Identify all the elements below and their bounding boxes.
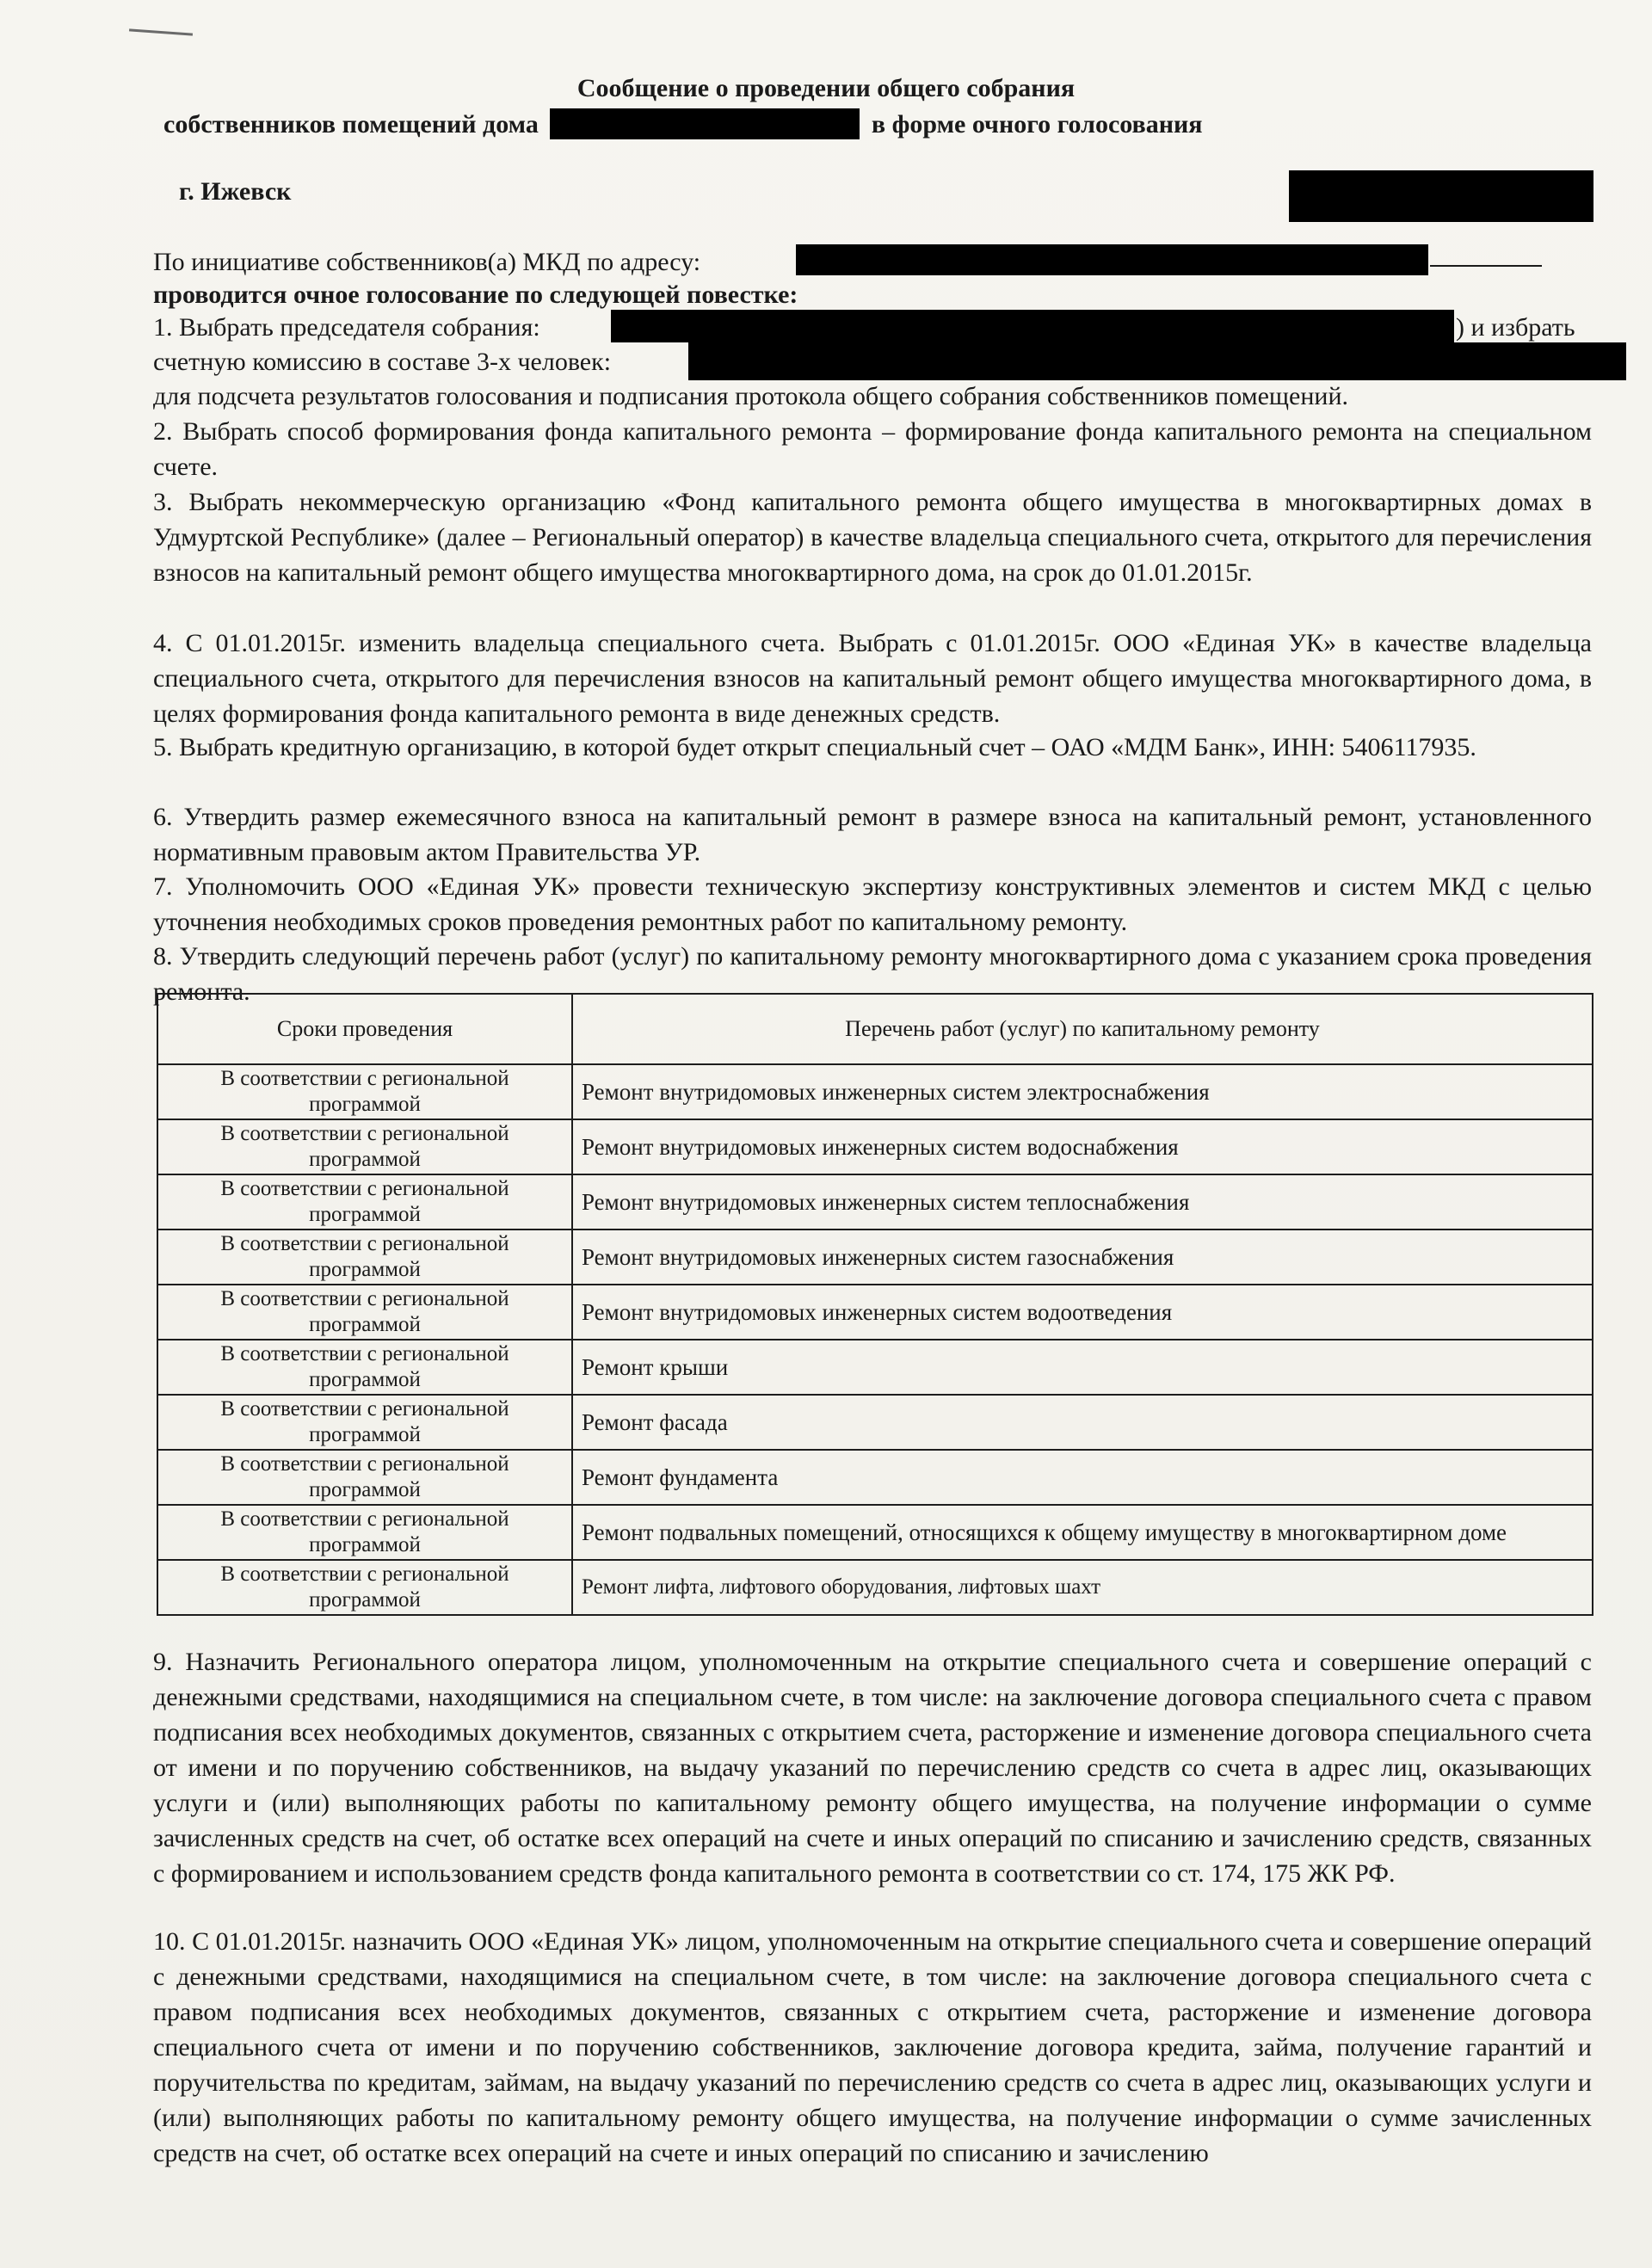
city-label: г. Ижевск (179, 177, 292, 206)
item-9: 9. Назначить Регионального оператора лицом, уполномоченным на открытие специального счета и совершение операций с денежными средствами, находящимися на специальном счете, в том числе: на заключение договора специального счета с правом подписания всех необходимых документов, связанных с открытием счета, расторжение и изменение договора специального счета от имени и по поручению собственников, на выдачу указаний по перечислению средств со счета в адрес лиц, оказывающих услуги и (или) выполняющих работы по капитальному ремонту общего имущества, на получение информации о сумме зачисленных средств на счет, об остатке всех операций на счете и иных операций по списанию и зачислению средств, связанных с формированием и использованием средств фонда капитального ремонта в соответствии со ст. 174, 175 ЖК РФ. (153, 1648, 1592, 1888)
table-row (157, 1119, 1593, 1174)
row-work: Ремонт крыши (572, 1340, 1593, 1395)
row-term: В соответствии с региональной программой (157, 1064, 572, 1119)
row-term: В соответствии с региональной программой (157, 1230, 572, 1285)
item-7: 7. Уполномочить ООО «Единая УК» провести техническую экспертизу конструктивных элементов и систем МКД с целью уточнения необходимых сроков проведения ремонтных работ по капитальному ремонту. (153, 872, 1592, 936)
subtitle-after: в форме очного голосования (871, 110, 1203, 139)
redacted-commission (688, 342, 1626, 380)
redacted-address (550, 108, 860, 139)
works-table (157, 993, 1593, 1616)
table-row (157, 1395, 1593, 1450)
table-row (157, 1450, 1593, 1505)
row-term: В соответствии с региональной программой (157, 1174, 572, 1230)
table-row (157, 1064, 1593, 1119)
scan-mark (129, 28, 193, 35)
row-term: В соответствии с региональной программой (157, 1119, 572, 1174)
initiative-text: По инициативе собственников(а) МКД по адресу: (153, 248, 701, 276)
table-row (157, 1174, 1593, 1230)
item-6: 6. Утвердить размер ежемесячного взноса на капитальный ремонт в размере взноса на капитальный ремонт, установленного нормативным правовым актом Правительства УР. (153, 803, 1592, 866)
table-row (157, 1230, 1593, 1285)
table-row (157, 1505, 1593, 1560)
row-work: Ремонт подвальных помещений, относящихся к общему имуществу в многоквартирном доме (572, 1505, 1593, 1560)
item-8: 8. Утвердить следующий перечень работ (услуг) по капитальному ремонту многоквартирного дома с указанием срока проведения ремонта. (153, 942, 1592, 1006)
table-row (157, 1560, 1593, 1615)
redacted-chair (611, 310, 1454, 342)
initiative-blank (1430, 248, 1542, 277)
row-work: Ремонт фундамента (572, 1450, 1593, 1505)
table-row (157, 1340, 1593, 1395)
table-header-row (157, 994, 1593, 1064)
agenda-heading: проводится очное голосование по следующей повестке: (153, 280, 798, 309)
item-3: 3. Выбрать некоммерческую организацию «Фонд капитального ремонта общего имущества в многоквартирных домах в Удмуртской Республике» (далее – Региональный оператор) в качестве владельца специального счета, открытого для перечисления взносов на капитальный ремонт общего имущества многоквартирного дома, на срок до 01.01.2015г. (153, 488, 1592, 587)
subtitle-before: собственников помещений дома (163, 110, 539, 139)
redacted-date (1289, 170, 1593, 222)
row-work: Ремонт внутридомовых инженерных систем электроснабжения (572, 1064, 1593, 1119)
row-term: В соответствии с региональной программой (157, 1560, 572, 1615)
row-term: В соответствии с региональной программой (157, 1450, 572, 1505)
row-work: Ремонт внутридомовых инженерных систем водоснабжения (572, 1119, 1593, 1174)
page-subtitle (163, 108, 1203, 139)
item-1-chair: 1. Выбрать председателя собрания: (153, 313, 540, 342)
row-term: В соответствии с региональной программой (157, 1285, 572, 1340)
page-title: Сообщение о проведении общего собрания (576, 74, 1076, 102)
item-5: 5. Выбрать кредитную организацию, в которой будет открыт специальный счет – ОАО «МДМ Банк», ИНН: 5406117935. (153, 733, 1476, 761)
item-1-commission: счетную комиссию в составе 3-х человек: (153, 348, 612, 376)
item-1-and-elect: ) и избрать (1456, 313, 1575, 342)
row-term: В соответствии с региональной программой (157, 1505, 572, 1560)
row-work: Ремонт фасада (572, 1395, 1593, 1450)
row-term: В соответствии с региональной программой (157, 1395, 572, 1450)
row-term: В соответствии с региональной программой (157, 1340, 572, 1395)
initiative-line (153, 248, 700, 277)
header-works: Перечень работ (услуг) по капитальному ремонту (572, 994, 1593, 1064)
row-work: Ремонт внутридомовых инженерных систем водоотведения (572, 1285, 1593, 1340)
redacted-initiator-address (796, 244, 1428, 275)
item-4: 4. С 01.01.2015г. изменить владельца специального счета. Выбрать с 01.01.2015г. ООО «Единая УК» в качестве владельца специального счета, открытого для перечисления взносов на капитальный ремонт общего имущества многоквартирного дома, в целях формирования фонда капитального ремонта в виде денежных средств. (153, 629, 1592, 728)
header-terms: Сроки проведения (157, 994, 572, 1064)
item-2: 2. Выбрать способ формирования фонда капитального ремонта – формирование фонда капитального ремонта на специальном счете. (153, 417, 1592, 481)
item-1-purpose: для подсчета результатов голосования и подписания протокола общего собрания собственников помещений. (153, 382, 1349, 410)
table-row (157, 1285, 1593, 1340)
item-10: 10. С 01.01.2015г. назначить ООО «Единая УК» лицом, уполномоченным на открытие специального счета и совершение операций с денежными средствами, находящимися на специальном счете, в том числе: на заключение договора специального счета с правом подписания всех необходимых документов, связанных с открытием счета, расторжение и изменение договора специального счета от имени и по поручению собственников, заключение договора кредита, займа, получение гарантий и поручительства по кредитам, займам, на выдачу указаний по перечислению средств со счета в адрес лиц, оказывающих услуги и (или) выполняющих работы по капитальному ремонту общего имущества, на получение информации о сумме зачисленных средств на счет, об остатке всех операций на счете и иных операций по списанию и зачислению (153, 1927, 1592, 2167)
row-work: Ремонт внутридомовых инженерных систем теплоснабжения (572, 1174, 1593, 1230)
row-work: Ремонт внутридомовых инженерных систем газоснабжения (572, 1230, 1593, 1285)
row-work: Ремонт лифта, лифтового оборудования, лифтовых шахт (572, 1560, 1593, 1615)
